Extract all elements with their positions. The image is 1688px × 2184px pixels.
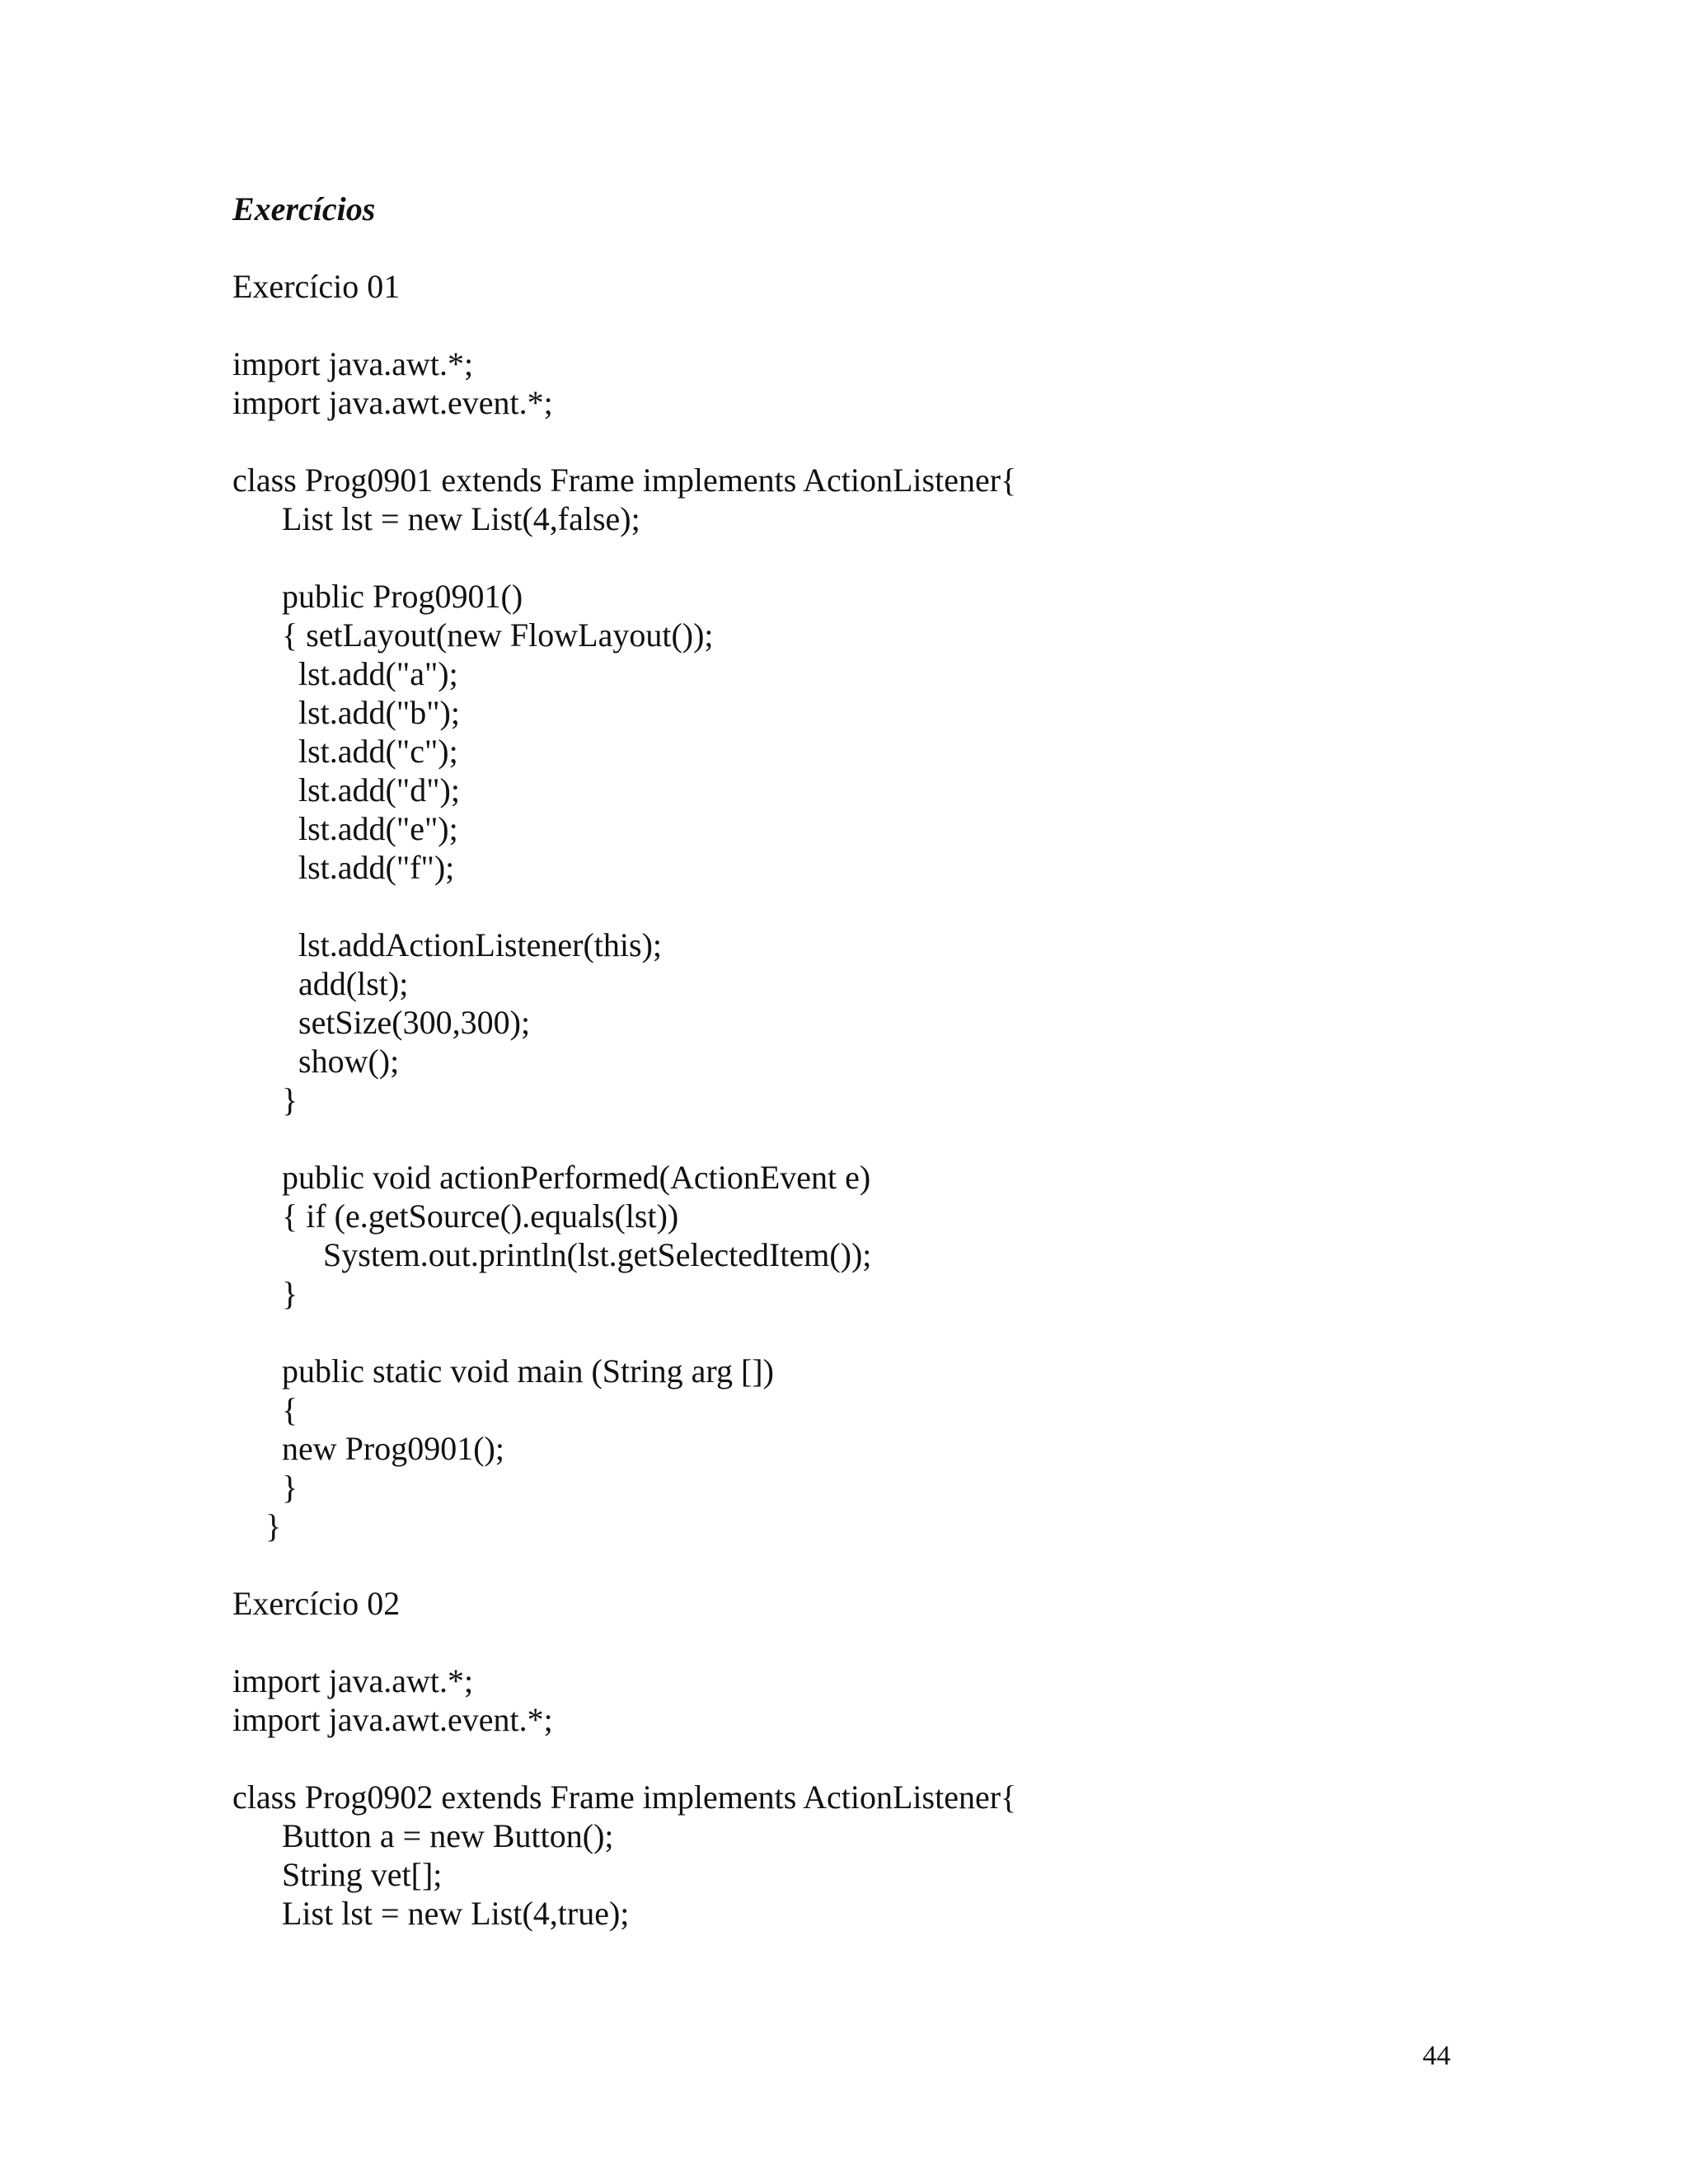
- page-number: 44: [1423, 2041, 1451, 2071]
- code-line: class Prog0902 extends Frame implements ActionListener{: [232, 1779, 1017, 1816]
- code-line: lst.add("a");: [298, 655, 458, 692]
- spacer: [232, 1623, 1469, 1661]
- code-line: import java.awt.*;: [232, 1662, 474, 1699]
- code-line: {: [282, 1391, 298, 1428]
- code-line: lst.add("f");: [298, 849, 455, 886]
- spacer: [232, 538, 1469, 577]
- page-content: [232, 190, 1469, 1933]
- code-line: }: [265, 1507, 282, 1544]
- spacer: [232, 306, 1469, 344]
- code-line: class Prog0901 extends Frame implements ActionListener{: [232, 462, 1017, 499]
- spacer: [232, 1119, 1469, 1158]
- code-line: List lst = new List(4,false);: [282, 500, 640, 537]
- code-line: show();: [298, 1043, 400, 1080]
- exercise-1-title: Exercício 01: [232, 268, 401, 305]
- code-line: import java.awt.*;: [232, 345, 474, 382]
- code-line: lst.add("b");: [298, 694, 460, 731]
- spacer: [232, 1313, 1469, 1352]
- spacer: [232, 1739, 1469, 1778]
- code-line: }: [282, 1469, 298, 1506]
- code-line: lst.add("c");: [298, 733, 458, 770]
- code-line: public Prog0901(): [282, 578, 523, 615]
- code-line: lst.add("d");: [298, 771, 460, 808]
- code-line: { if (e.getSource().equals(lst)): [282, 1197, 679, 1235]
- section-heading: Exercícios: [232, 190, 376, 227]
- code-line: }: [282, 1081, 298, 1118]
- code-line: import java.awt.event.*;: [232, 1701, 553, 1738]
- spacer: [232, 1545, 1469, 1584]
- code-line: new Prog0901();: [282, 1430, 504, 1467]
- code-line: public static void main (String arg []): [282, 1352, 774, 1390]
- spacer: [232, 422, 1469, 461]
- code-line: { setLayout(new FlowLayout());: [282, 616, 714, 654]
- code-line: public void actionPerformed(ActionEvent e): [282, 1159, 871, 1196]
- exercise-2-title: Exercício 02: [232, 1585, 401, 1622]
- spacer: [232, 887, 1469, 926]
- code-line: List lst = new List(4,true);: [282, 1895, 630, 1932]
- code-line: setSize(300,300);: [298, 1004, 531, 1041]
- code-line: lst.add("e");: [298, 810, 458, 847]
- code-line: Button a = new Button();: [282, 1817, 614, 1854]
- code-line: lst.addActionListener(this);: [298, 926, 663, 963]
- code-line: import java.awt.event.*;: [232, 384, 553, 421]
- spacer: [232, 228, 1469, 267]
- code-line: }: [282, 1275, 298, 1312]
- code-line: add(lst);: [298, 965, 409, 1002]
- code-line: System.out.println(lst.getSelectedItem());: [323, 1236, 872, 1273]
- code-line: String vet[];: [282, 1856, 443, 1893]
